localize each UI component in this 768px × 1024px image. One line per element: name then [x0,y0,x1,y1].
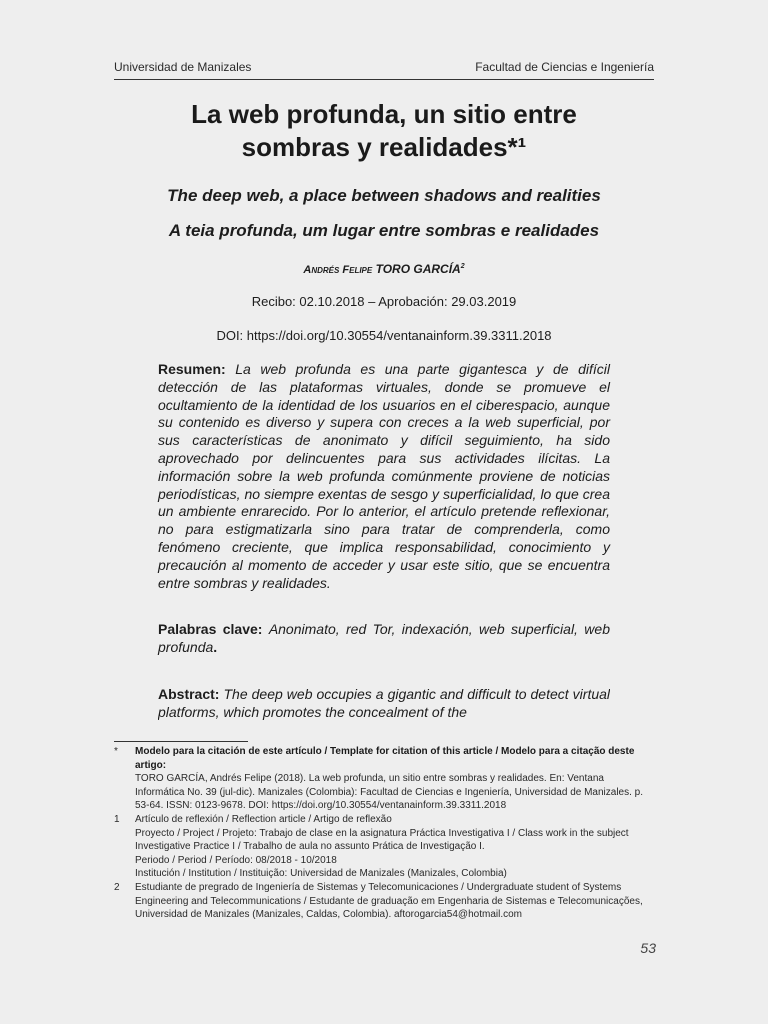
abstract-label: Abstract: [158,686,220,702]
subtitle-portuguese: A teia profunda, um lugar entre sombras e realidades [168,221,600,240]
keywords-text: Anonimato, red Tor, indexación, web superficial, web profunda [158,621,610,655]
footnote-1 [114,813,656,881]
footnote-line: Proyecto / Project / Projeto: Trabajo de clase en la asignatura Práctica Investigativa I / Class work in the subject Investigative Practice I / Trabalho de aula no assunto Prática de Investigação I. [135,827,629,853]
header-university: Universidad de Manizales [114,60,252,74]
title-line-2: sombras y realidades*¹ [241,132,527,162]
doi-line: DOI: https://doi.org/10.30554/ventanainform.39.3311.2018 [216,328,552,343]
footnote-2 [114,881,656,922]
footnote-mark: 2 [114,881,120,893]
keywords-end: . [213,638,218,655]
running-header [114,60,654,74]
page-number: 53 [640,940,656,956]
footnote-rule [114,741,248,742]
title-line-1: La web profunda, un sitio entre [191,99,577,129]
footnote-citation [114,745,656,813]
footnote-line: Estudiante de pregrado de Ingeniería de Sistemas y Telecomunicaciones / Undergraduate student of Systems Engineering and Telecommunications / Estudante de graduação em Engenharia de Sistemas e Telecomunicações, Universidad de Manizales (Manizales, Caldas, Colombia). aftorogarcia54@hotmail.com [135,881,643,921]
footnotes [114,745,656,922]
author-given-name: Andrés Felipe [303,264,373,276]
keywords-label: Palabras clave: [158,621,263,637]
header-faculty: Facultad de Ciencias e Ingeniería [475,60,654,74]
footnote-line: Modelo para la citación de este artículo / Template for citation of this article / Modelo para a citação deste artigo: [135,746,635,771]
author-family-name: TORO GARCÍA [375,262,461,276]
header-rule [114,79,654,80]
footnote-line: TORO GARCÍA, Andrés Felipe (2018). La web profunda, un sitio entre sombras y realidades. En: Ventana Informática No. 39 (jul-dic). Manizales (Colombia): Facultad de Ciencias e Ingeniería, Universidad de Manizales. p. 53-64. ISSN: 0123-9678. DOI: https://doi.org/10.30554/ventanainform.39.3311.2018 [135,773,644,812]
author-line [100,262,668,276]
resumen-label: Resumen: [158,361,226,377]
abstract-text: The deep web occupies a gigantic and difficult to detect virtual platforms, which promotes the concealment of the [158,686,610,720]
received-approved-dates: Recibo: 02.10.2018 – Aprobación: 29.03.2019 [251,294,517,309]
abstract-paragraph [158,686,610,722]
footnote-mark: 1 [114,813,120,825]
author-note-mark: 2 [460,263,465,270]
subtitle-english: The deep web, a place between shadows and realities [167,186,601,205]
keywords-paragraph [158,621,610,657]
footnote-mark: * [114,746,118,757]
resumen-paragraph [158,361,610,592]
footnote-line: Artículo de reflexión / Reflection article / Artigo de reflexão [135,813,392,825]
article-title [100,98,668,164]
footnote-line: Periodo / Period / Período: 08/2018 - 10/2018 [135,854,337,866]
resumen-text: La web profunda es una parte gigantesca y de difícil detección de las plataformas virtuales, donde se promueve el ocultamiento de la identidad de los usuarios en el ciberespacio, aunque su contenido es diverso y supera con creces a la web superficial, por sus características de anonimato y difícil seguimiento, ha sido aprovechado por delincuentes para sus actividades ilícitas. La información sobre la web profunda comúnmente proviene de noticias periodísticas, no siempre exentas de sesgo y superficialidad, lo que crea un ambiente enrarecido. Por lo anterior, el artículo pretende reflexionar, no para estigmatizarla sino para tratar de comprenderla, como fenómeno creciente, que implica responsabilidad, conocimiento y precaución al momento de acceder y usar este sitio, que se encuentra entre sombras y realidades. [158,361,610,591]
footnote-line: Institución / Institution / Instituição: Universidad de Manizales (Manizales, Colombia) [135,868,507,880]
